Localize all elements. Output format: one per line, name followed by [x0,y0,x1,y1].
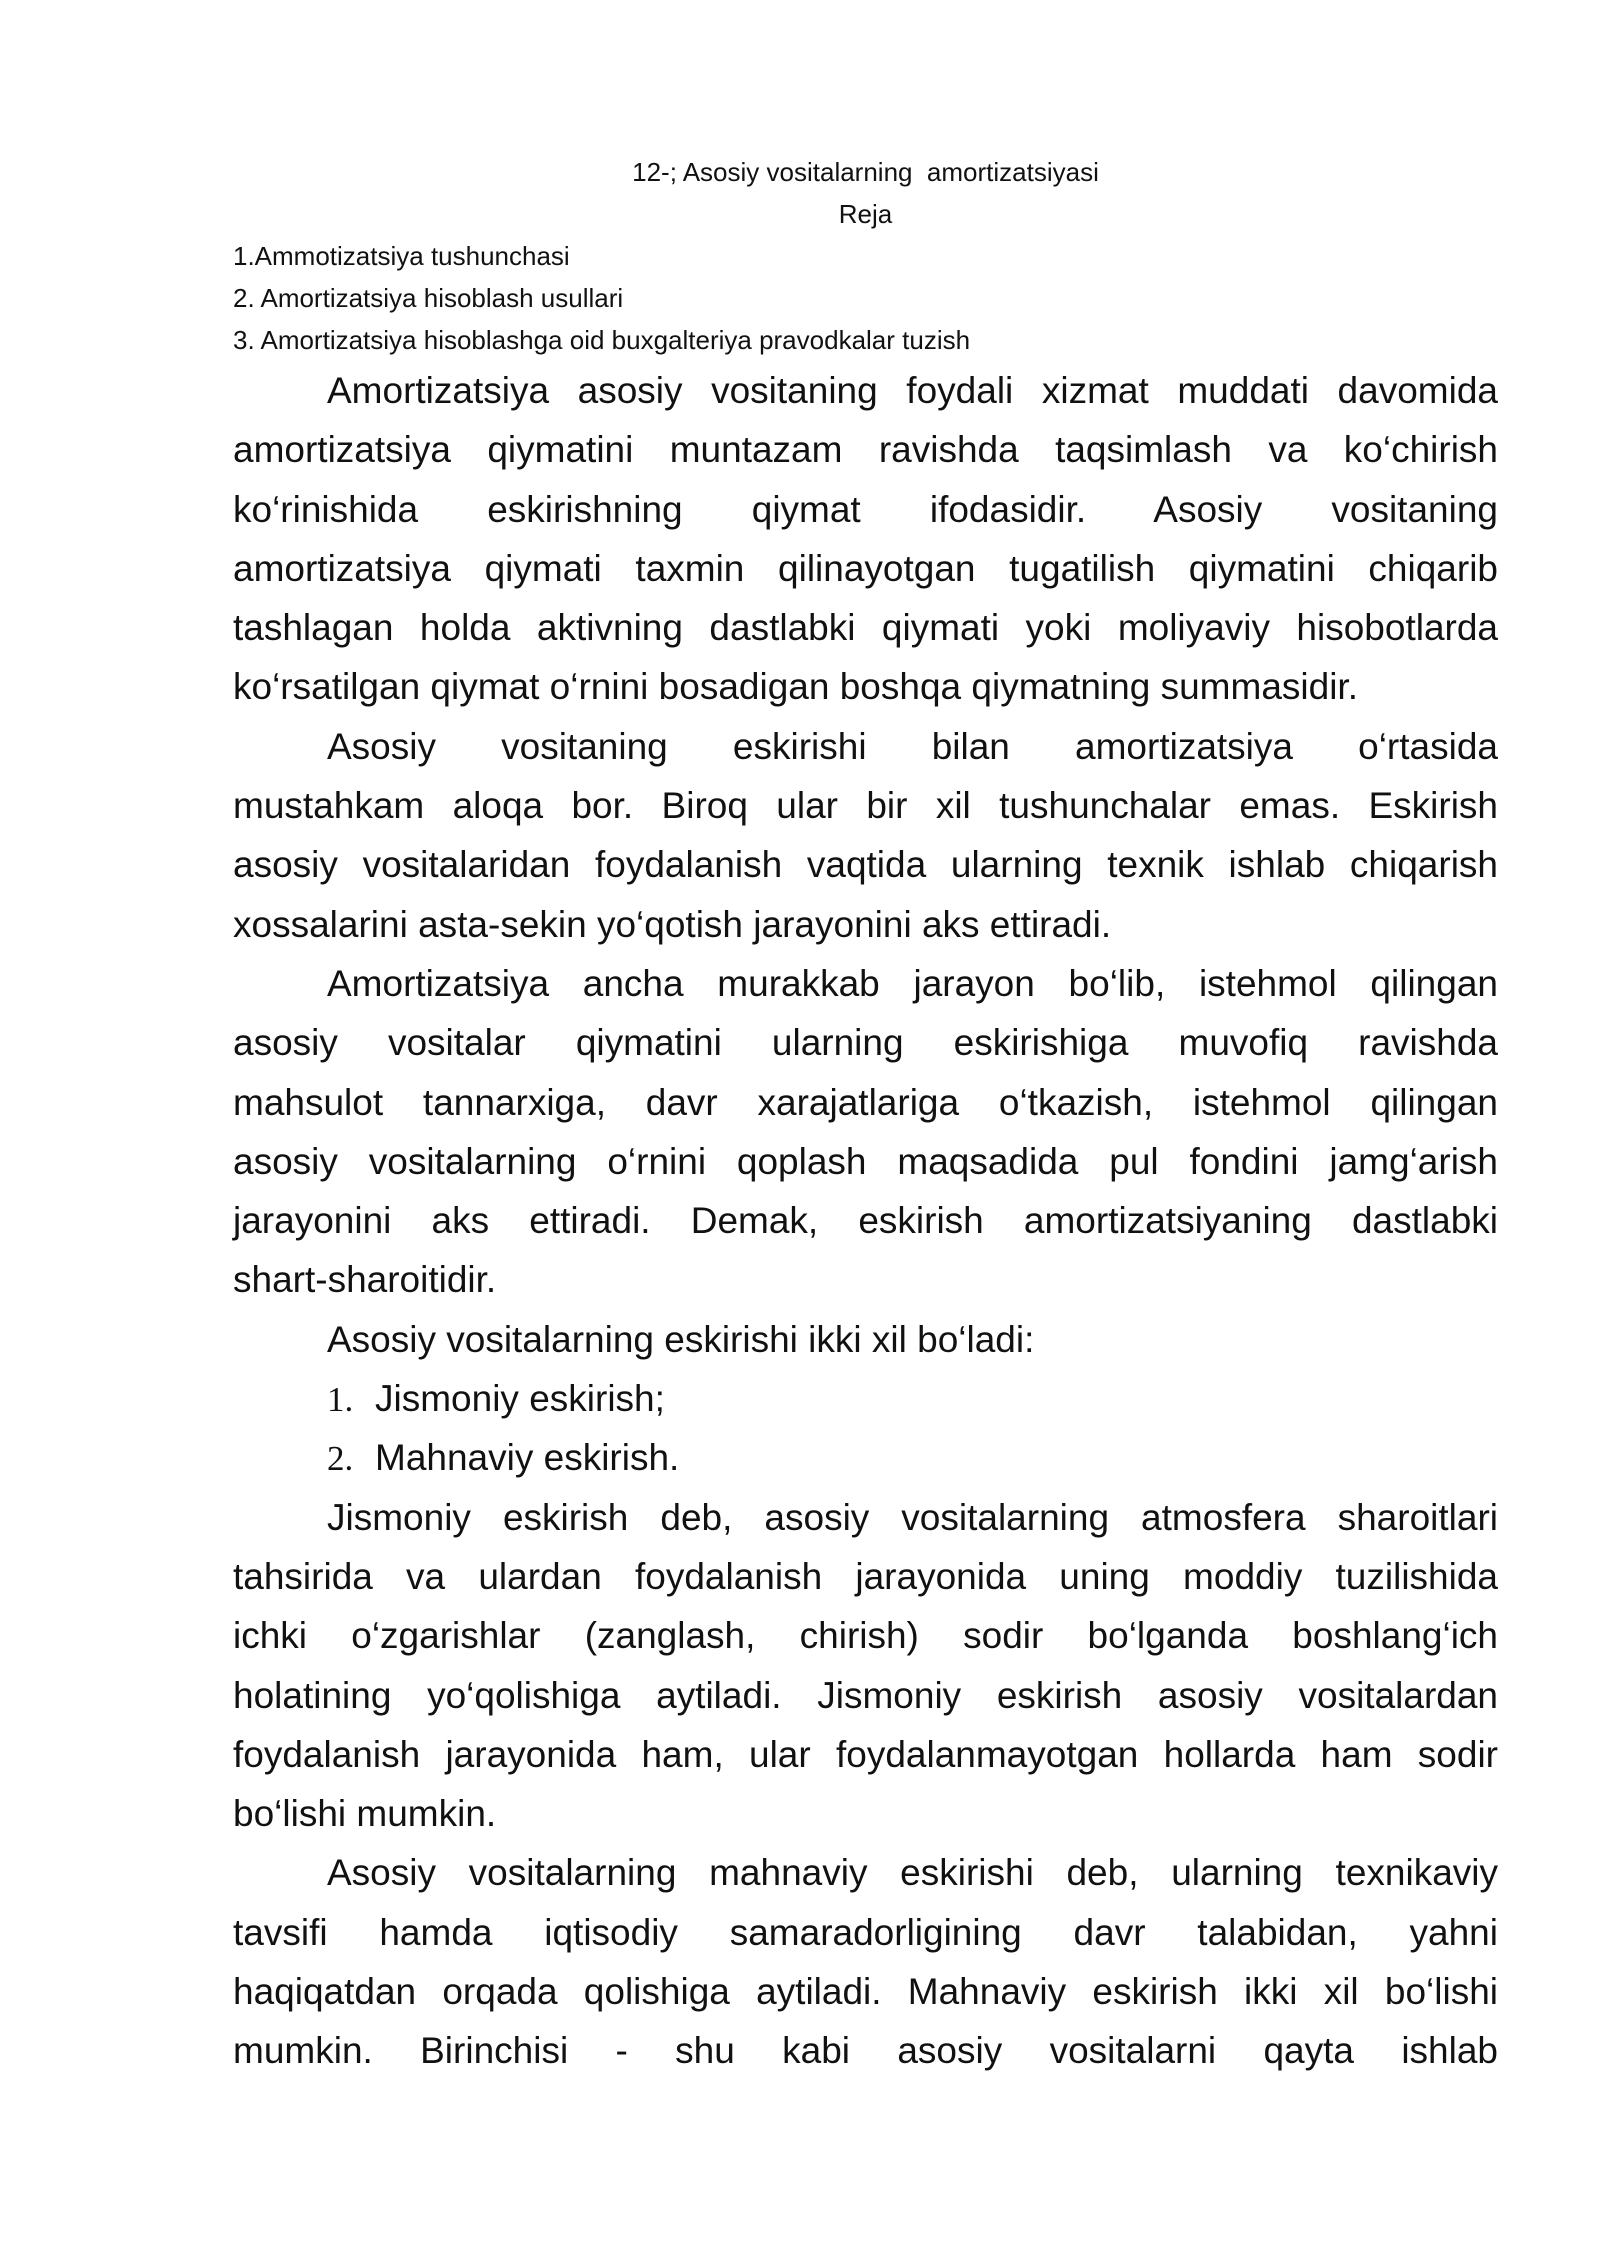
body-line: Asosiy vositaning eskirishi bilan amortizatsiya o‘rtasida [327,725,1498,767]
list-item-number: 2. [327,1439,354,1479]
body-line: mumkin. Birinchisi - shu kabi asosiy vositalarni qayta ishlab [233,2030,1498,2072]
body-line: ichki o‘zgarishlar (zanglash, chirish) sodir bo‘lganda boshlang‘ich [233,1615,1498,1657]
list-item-text: Mahnaviy eskirish. [375,1437,680,1479]
body-line: xossalarini asta-sekin yo‘qotish jarayonini aks ettiradi. [233,903,1112,945]
plan-heading: Reja [838,199,893,229]
list-item-text: Jismoniy eskirish; [375,1378,665,1420]
list-item-number: 1. [327,1380,354,1420]
page-content [233,151,1498,2081]
plan-item: 3. Amortizatsiya hisoblashga oid buxgalteriya pravodkalar tuzish [233,325,971,355]
body-line: tavsifi hamda iqtisodiy samaradorligining davr talabidan, yahni [233,1911,1498,1953]
body-line: bo‘lishi mumkin. [233,1793,497,1835]
body-line: Amortizatsiya asosiy vositaning foydali xizmat muddati davomida [327,370,1498,411]
body-line: tashlagan holda aktivning dastlabki qiymati yoki moliyaviy hisobotlarda [233,607,1498,649]
paragraph-amortization-process [233,954,1498,1310]
document-title: 12-; Asosiy vositalarning amortizatsiyasi [632,157,1099,187]
body-line: ko‘rsatilgan qiymat o‘rnini bosadigan boshqa qiymatning summasidir. [233,666,1358,708]
body-line: asosiy vositalaridan foydalanish vaqtida ularning texnik ishlab chiqarish [233,844,1498,886]
body-line: foydalanish jarayonida ham, ular foydalanmayotgan hollarda ham sodir [233,1733,1498,1775]
body-line: holatining yo‘qolishiga aytiladi. Jismoniy eskirish asosiy vositalardan [233,1674,1498,1716]
body-line: ko‘rinishida eskirishning qiymat ifodasidir. Asosiy vositaning [233,488,1498,530]
paragraph-wear-vs-amortization [233,717,1498,954]
body-line: mustahkam aloqa bor. Biroq ular bir xil tushunchalar emas. Eskirish [233,785,1498,827]
body-line: asosiy vositalarning o‘rnini qoplash maqsadida pul fondini jamg‘arish [233,1140,1498,1182]
body-line: amortizatsiya qiymatini muntazam ravishda taqsimlash va ko‘chirish [233,429,1498,471]
body-line: Amortizatsiya ancha murakkab jarayon bo‘lib, istehmol qilingan [327,962,1498,1004]
body-line: shart-sharoitidir. [233,1259,497,1301]
body-line: Asosiy vositalarning mahnaviy eskirishi deb, ularning texnikaviy [327,1852,1498,1894]
body-line: amortizatsiya qiymati taxmin qilinayotgan tugatilish qiymatini chiqarib [233,547,1498,589]
list-item [233,1428,1498,1487]
body-line: tahsirida va ulardan foydalanish jarayonida uning moddiy tuzilishida [233,1555,1498,1597]
body-line: haqiqatdan orqada qolishiga aytiladi. Mahnaviy eskirish ikki xil bo‘lishi [233,1971,1498,2013]
plan-item: 1.Ammotizatsiya tushunchasi [233,241,570,271]
plan-item: 2. Amortizatsiya hisoblash usullari [233,283,624,313]
list-intro: Asosiy vositalarning eskirishi ikki xil bo‘ladi: [327,1318,1035,1360]
body-line: mahsulot tannarxiga, davr xarajatlariga o‘tkazish, istehmol qilingan [233,1081,1498,1123]
list-item [233,1369,1498,1428]
paragraph-physical-wear [233,1488,1498,1844]
body-line: asosiy vositalar qiymatini ularning eskirishiga muvofiq ravishda [233,1022,1498,1064]
paragraph-moral-wear [233,1843,1498,2080]
body-line: Jismoniy eskirish deb, asosiy vositalarning atmosfera sharoitlari [327,1496,1498,1538]
body-line: jarayonini aks ettiradi. Demak, eskirish amortizatsiyaning dastlabki [233,1200,1498,1242]
paragraph-amortization-definition [233,361,1498,717]
